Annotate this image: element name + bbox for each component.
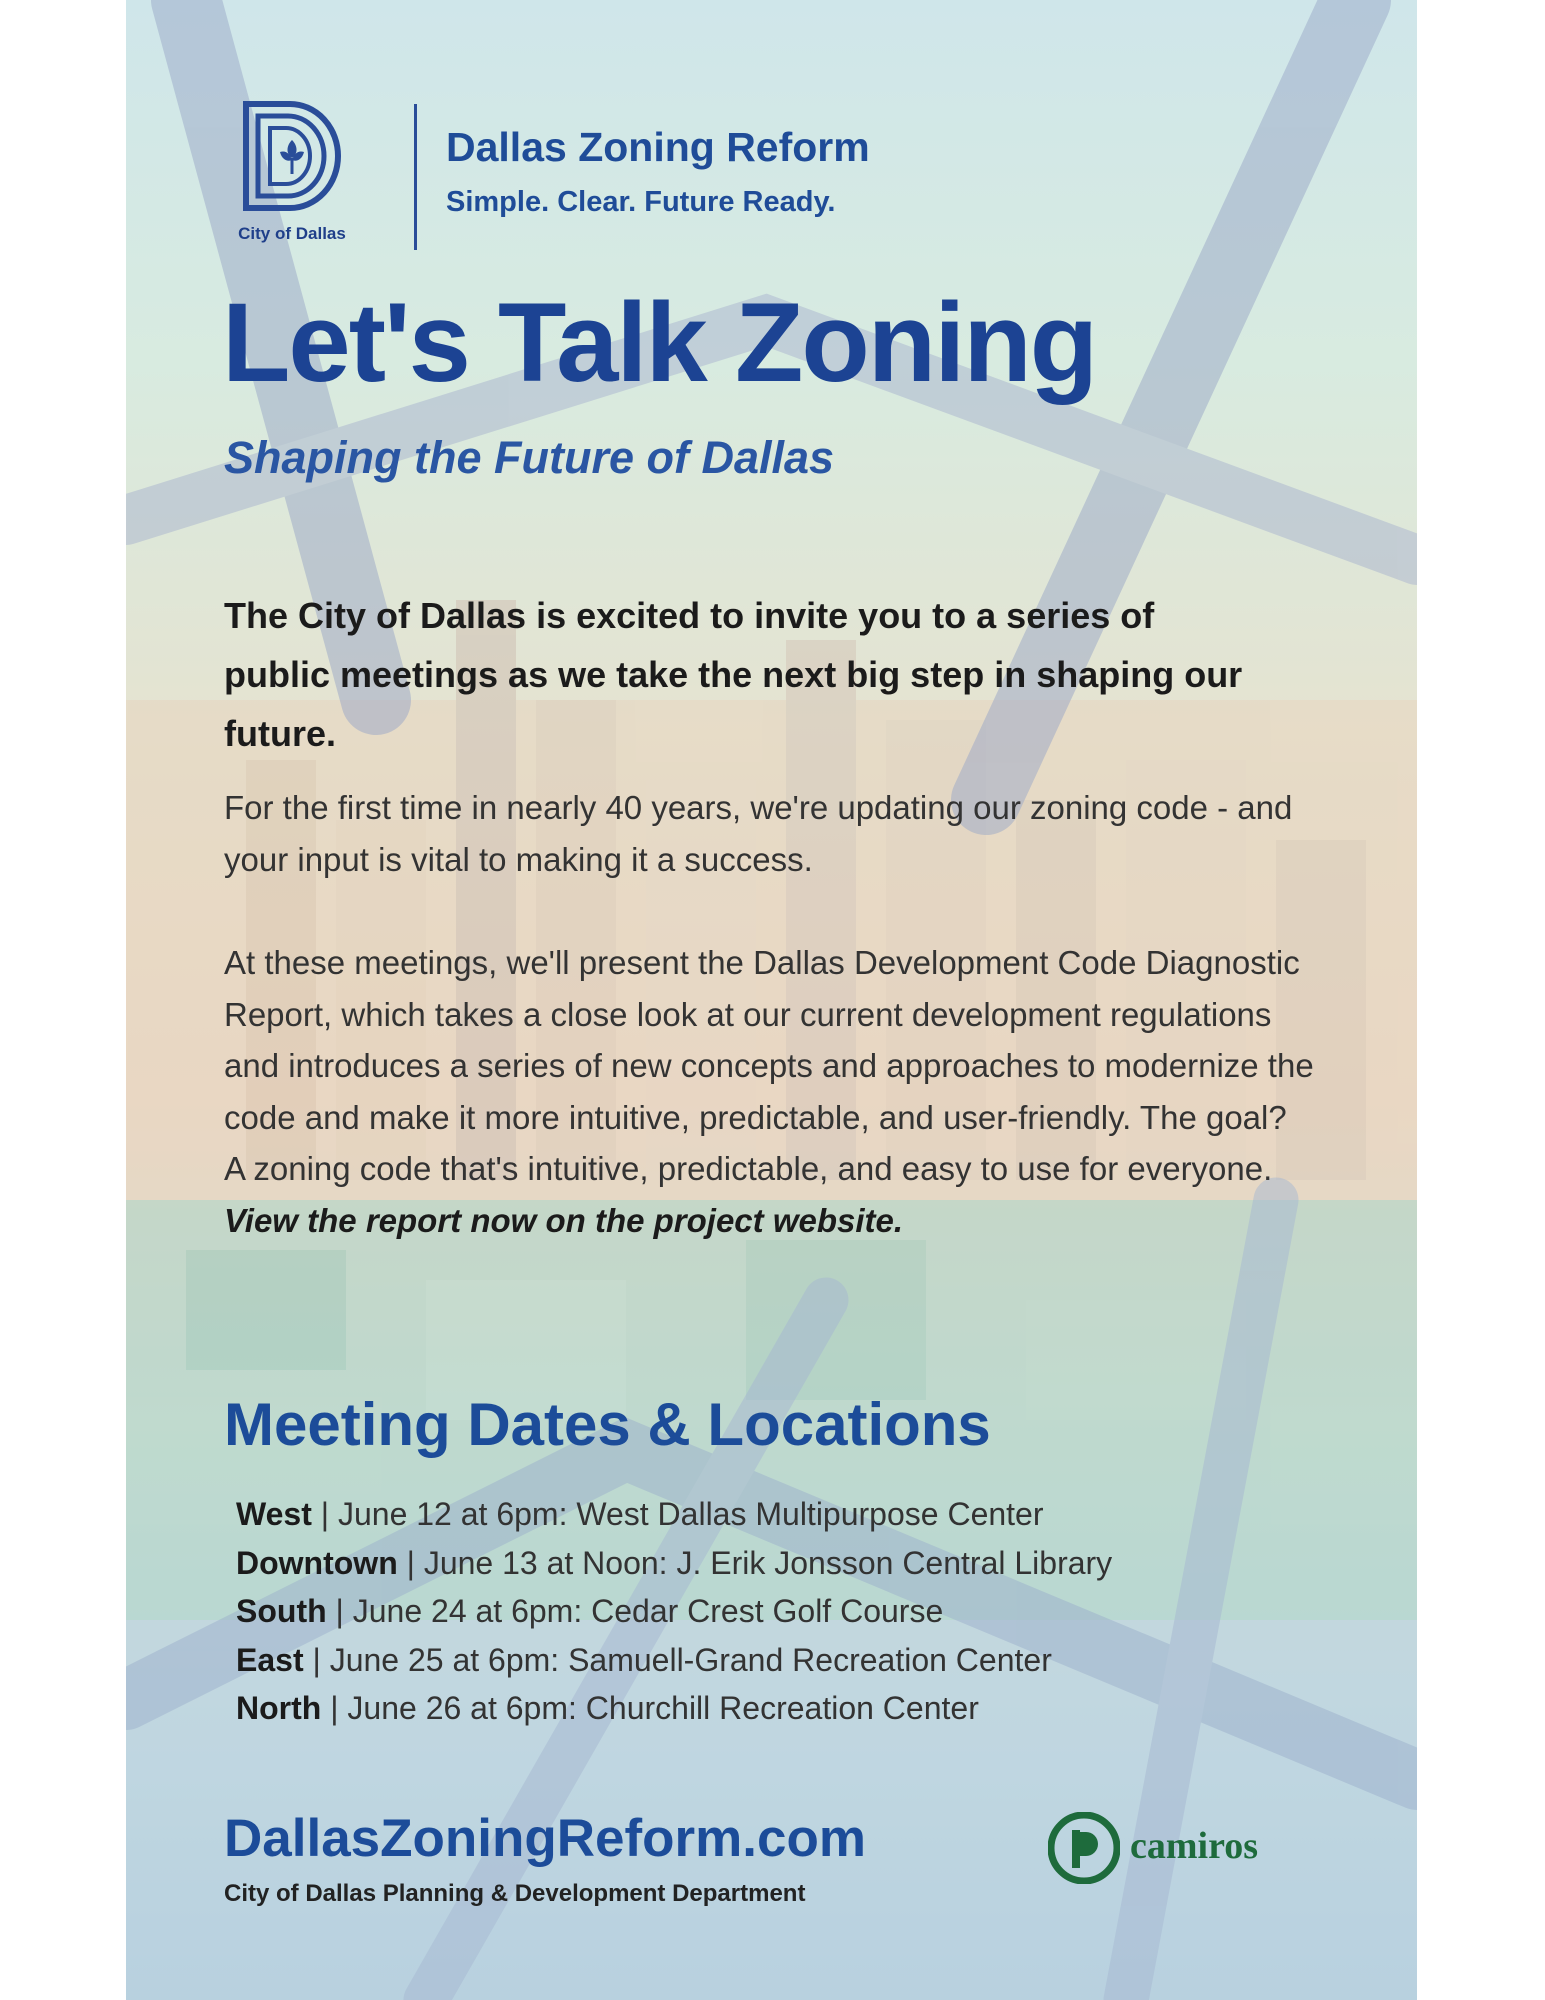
meeting-item-north bbox=[236, 1684, 1112, 1733]
program-name: Dallas Zoning Reform bbox=[446, 124, 870, 170]
meetings-heading: Meeting Dates & Locations bbox=[224, 1391, 991, 1458]
partner-name: camiros bbox=[1130, 1825, 1259, 1867]
meeting-region: East bbox=[236, 1641, 304, 1678]
body-paragraph-2-text: At these meetings, we'll present the Dallas Development Code Diagnostic Report, which takes a close look at our current development regulations and introduces a series of new concepts and approaches to modernize the code and make it more intuitive, predictable, and user-friendly. The goal? A zoning code that's intuitive, predictable, and easy to use for everyone. bbox=[224, 944, 1314, 1187]
meeting-item-downtown bbox=[236, 1539, 1112, 1588]
flyer bbox=[126, 0, 1417, 2000]
meeting-region: South bbox=[236, 1593, 327, 1629]
department-name: City of Dallas Planning & Development Department bbox=[224, 1880, 806, 1907]
meeting-details: | June 26 at 6pm: Churchill Recreation Center bbox=[321, 1690, 979, 1726]
camiros-logo-icon bbox=[1048, 1812, 1120, 1884]
meeting-region: West bbox=[236, 1496, 312, 1532]
body-paragraph-1: For the first time in nearly 40 years, we're updating our zoning code - and your input is vital to making it a success. bbox=[224, 789, 1293, 878]
flyer-content bbox=[126, 0, 1417, 2000]
intro-paragraph: The City of Dallas is excited to invite you to a series of public meetings as we take the next big step in shaping our future. bbox=[224, 595, 1243, 754]
meeting-item-east bbox=[236, 1636, 1112, 1685]
page-title: Let's Talk Zoning bbox=[222, 280, 1097, 405]
city-d-leaf-icon bbox=[242, 100, 342, 212]
meeting-list bbox=[236, 1490, 1112, 1733]
report-callout: View the report now on the project website. bbox=[224, 1201, 904, 1239]
body-paragraph-2 bbox=[224, 937, 1314, 1246]
page-subtitle: Shaping the Future of Dallas bbox=[224, 432, 835, 483]
meeting-details: | June 12 at 6pm: West Dallas Multipurpose Center bbox=[311, 1496, 1044, 1532]
meeting-details: | June 13 at Noon: J. Erik Jonsson Central Library bbox=[397, 1544, 1113, 1581]
meeting-region: North bbox=[236, 1690, 322, 1726]
website-link[interactable]: DallasZoningReform.com bbox=[224, 1809, 866, 1868]
tagline: Simple. Clear. Future Ready. bbox=[446, 186, 836, 218]
logo-caption: City of Dallas bbox=[238, 224, 346, 243]
meeting-details: | June 24 at 6pm: Cedar Crest Golf Course bbox=[326, 1593, 944, 1629]
meeting-region: Downtown bbox=[236, 1544, 398, 1581]
meeting-item-south bbox=[236, 1587, 1112, 1636]
header-divider bbox=[414, 104, 417, 250]
city-of-dallas-logo bbox=[222, 100, 362, 250]
meeting-details: | June 25 at 6pm: Samuell-Grand Recreation Center bbox=[303, 1641, 1052, 1678]
meeting-item-west bbox=[236, 1490, 1112, 1539]
